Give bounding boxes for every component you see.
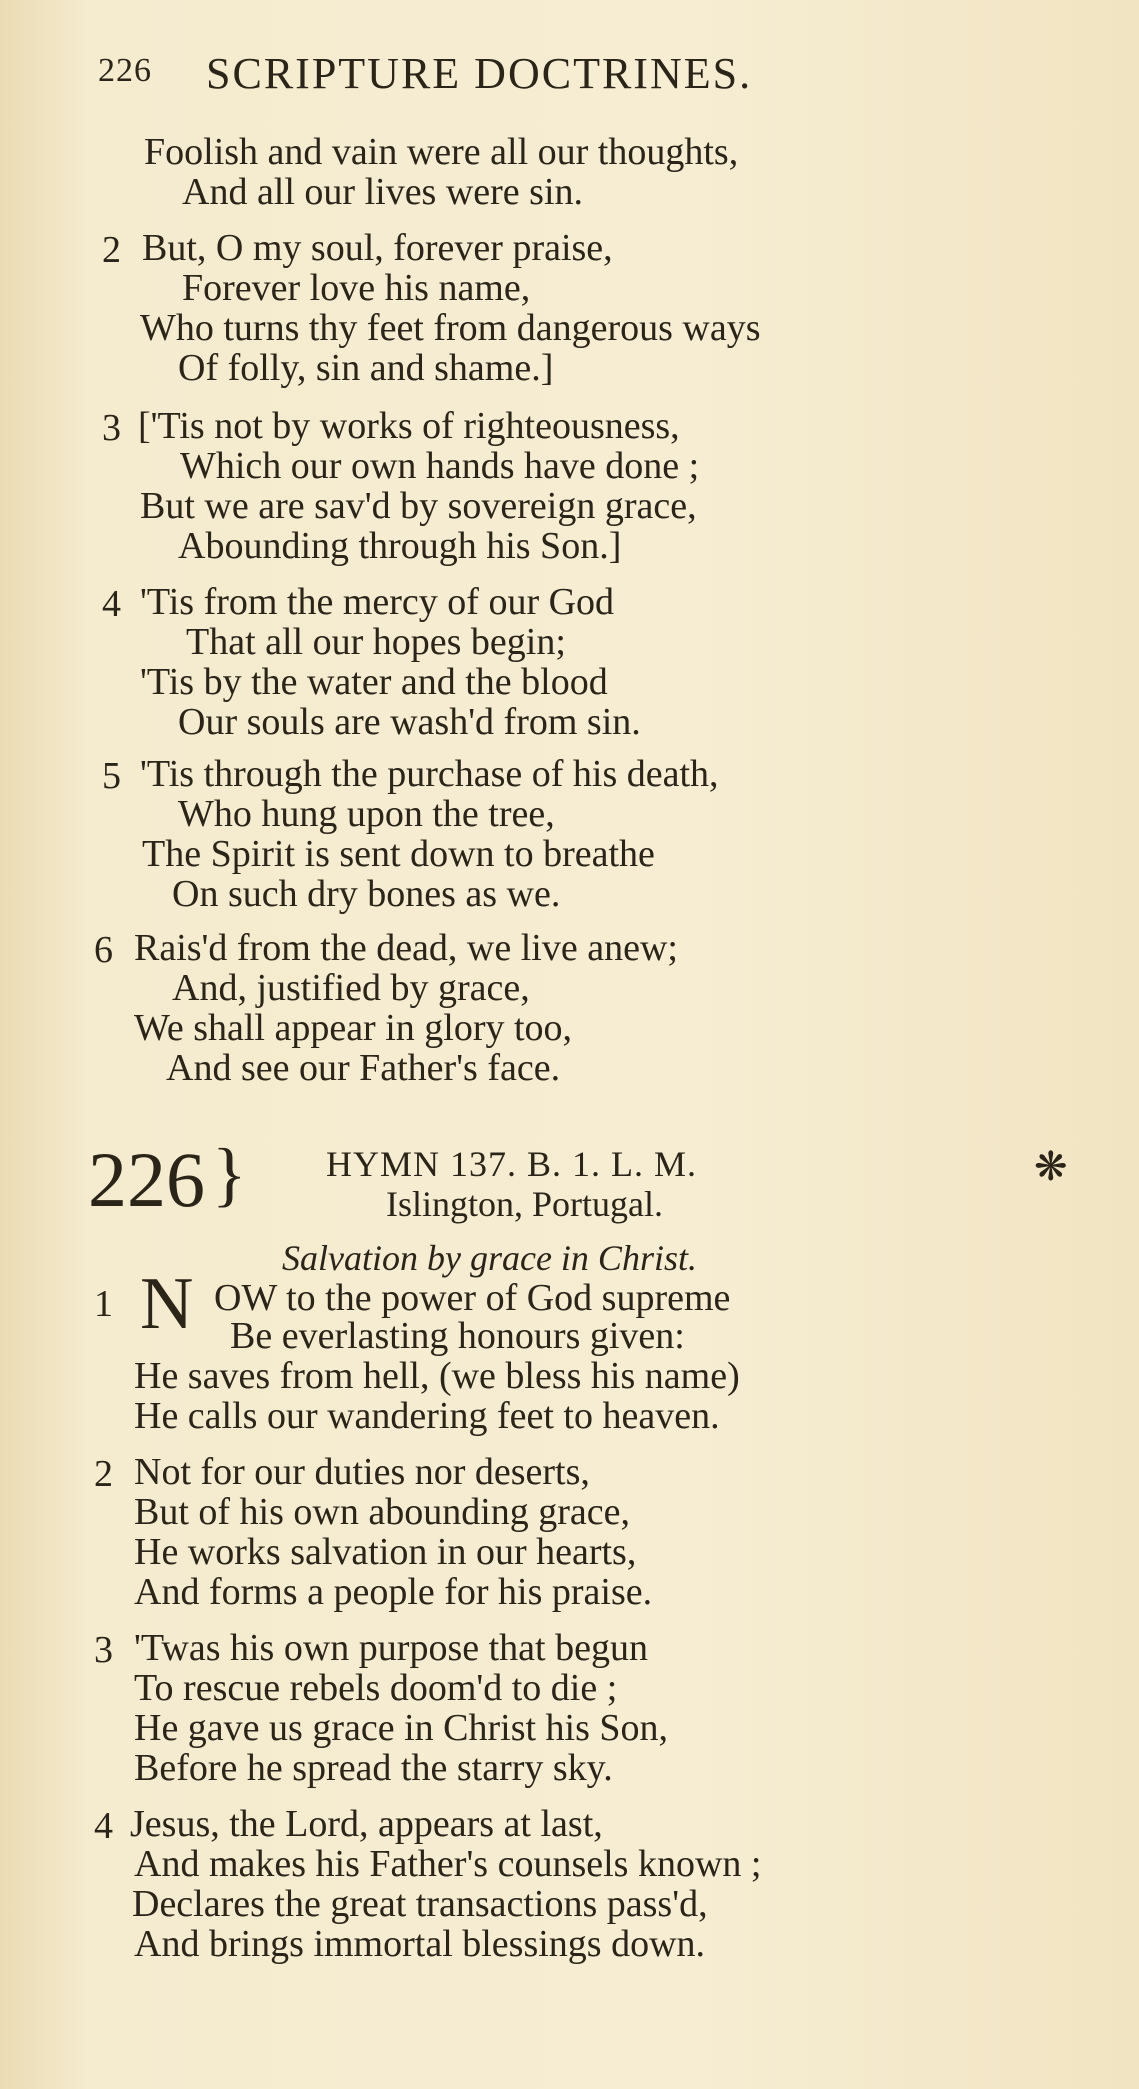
verse-line: And makes his Father's counsels known ; [134, 1843, 762, 1885]
verse-number: 1 [94, 1283, 113, 1325]
verse-line: Abounding through his Son.] [178, 525, 622, 567]
running-title: SCRIPTURE DOCTRINES. [206, 49, 753, 98]
verse-number: 4 [94, 1805, 113, 1847]
verse-line: Who turns thy feet from dangerous ways [140, 307, 761, 349]
verse-line: We shall appear in glory too, [134, 1007, 573, 1049]
verse-line: OW to the power of God supreme [214, 1277, 731, 1319]
verse-line: And see our Father's face. [166, 1047, 561, 1089]
verse-line: Of folly, sin and shame.] [178, 347, 554, 389]
verse-number: 2 [102, 229, 121, 271]
verse-number: 2 [94, 1453, 113, 1495]
verse-line: But of his own abounding grace, [134, 1491, 631, 1533]
verse-line: And, justified by grace, [172, 967, 530, 1009]
verse-line: On such dry bones as we. [172, 873, 561, 915]
brace-glyph: } [212, 1134, 247, 1214]
verse-line: But we are sav'd by sovereign grace, [140, 485, 697, 527]
verse-line: Be everlasting honours given: [230, 1315, 685, 1357]
verse-number: 5 [102, 755, 121, 797]
verse-line: Jesus, the Lord, appears at last, [130, 1803, 603, 1845]
verse-number: 6 [94, 929, 113, 971]
verse-line: And all our lives were sin. [182, 171, 584, 213]
verse-line: Forever love his name, [182, 267, 531, 309]
verse-line: That all our hopes begin; [186, 621, 566, 663]
verse-line: He works salvation in our hearts, [134, 1531, 637, 1573]
verse-line: He calls our wandering feet to heaven. [134, 1395, 720, 1437]
verse-line: 'Tis by the water and the blood [140, 661, 608, 703]
verse-line: The Spirit is sent down to breathe [142, 833, 655, 875]
verse-line: Foolish and vain were all our thoughts, [144, 131, 739, 173]
verse-line: 'Twas his own purpose that begun [134, 1627, 648, 1669]
ornament-icon: ❋ [1034, 1144, 1068, 1189]
verse-number: 4 [102, 583, 121, 625]
verse-line: He saves from hell, (we bless his name) [134, 1355, 740, 1397]
verse-line: Our souls are wash'd from sin. [178, 701, 641, 743]
hymn-reference: HYMN 137. B. 1. L. M. [326, 1144, 698, 1184]
verse-number: 3 [94, 1629, 113, 1671]
hymn-number: 226 [88, 1136, 205, 1223]
verse-line: ['Tis not by works of righteousness, [138, 405, 680, 447]
verse-line: And brings immortal blessings down. [134, 1923, 706, 1965]
verse-line: Who hung upon the tree, [178, 793, 555, 835]
verse-line: Declares the great transactions pass'd, [132, 1883, 708, 1925]
verse-line: Which our own hands have done ; [180, 445, 700, 487]
verse-line: 'Tis through the purchase of his death, [140, 753, 719, 795]
drop-cap: N [140, 1263, 194, 1345]
verse-line: Before he spread the starry sky. [134, 1747, 613, 1789]
page-number: 226 [98, 52, 152, 89]
tune-names: Islington, Portugal. [386, 1184, 663, 1224]
verse-line: Rais'd from the dead, we live anew; [134, 927, 678, 969]
verse-line: And forms a people for his praise. [134, 1571, 653, 1613]
verse-line: To rescue rebels doom'd to die ; [134, 1667, 618, 1709]
verse-number: 3 [102, 407, 121, 449]
verse-line: Not for our duties nor deserts, [134, 1451, 590, 1493]
verse-line: He gave us grace in Christ his Son, [134, 1707, 669, 1749]
verse-line: But, O my soul, forever praise, [142, 227, 613, 269]
hymn-title: Salvation by grace in Christ. [282, 1238, 697, 1278]
verse-line: 'Tis from the mercy of our God [140, 581, 615, 623]
